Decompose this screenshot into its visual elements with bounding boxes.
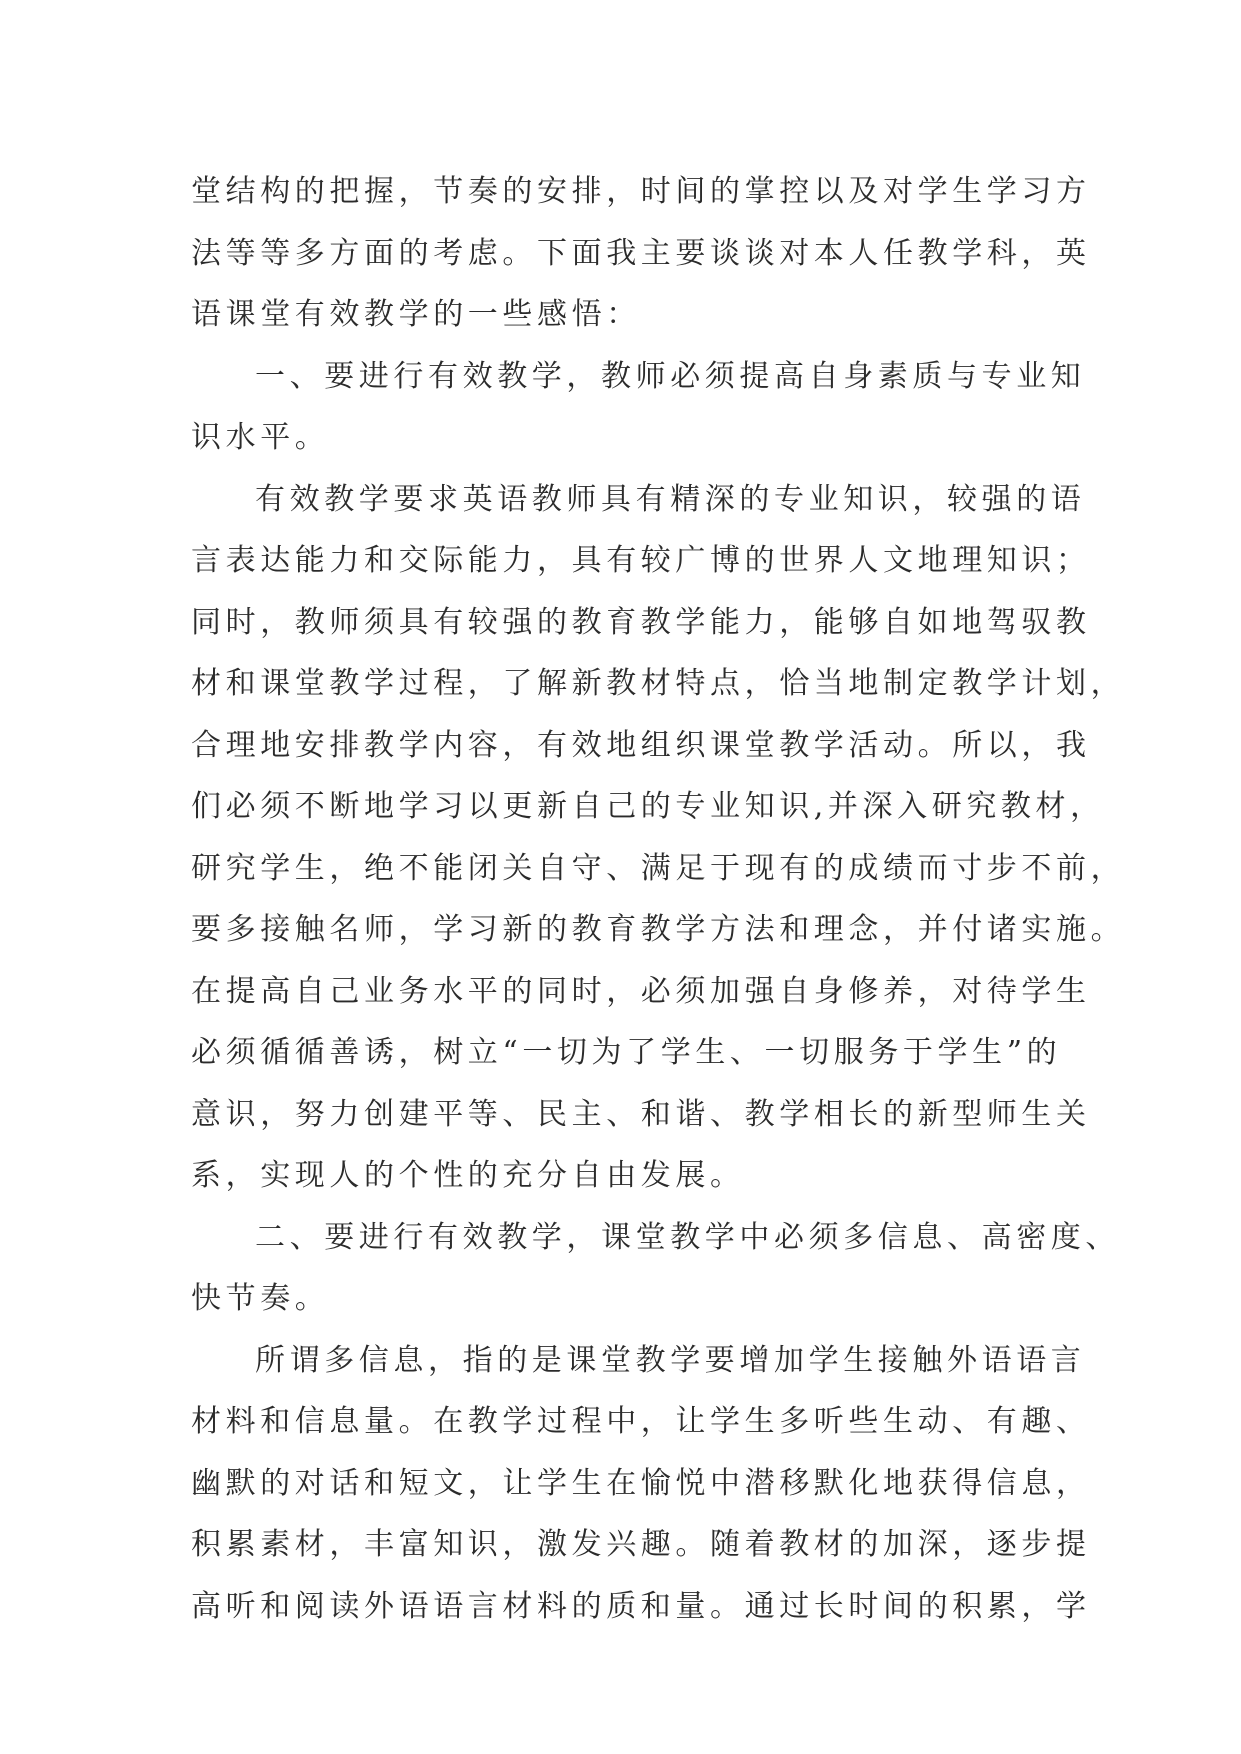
text-line-12: 研究学生，绝不能闭关自守、满足于现有的成绩而寸步不前， — [191, 850, 1126, 886]
text-line-8: 同时，教师须具有较强的教育教学能力，能够自如地驾驭教 — [191, 604, 1091, 640]
text-line-14: 在提高自己业务水平的同时，必须加强自身修养，对待学生 — [191, 973, 1091, 1009]
section-heading-1-line-2: 识水平。 — [191, 420, 330, 455]
text-line-15: 必须循循善诱，树立“一切为了学生、一切服务于学生”的 — [191, 1035, 1062, 1070]
text-line-17: 系，实现人的个性的充分自由发展。 — [191, 1158, 745, 1193]
text-line-16: 意识，努力创建平等、民主、和谐、教学相长的新型师生关 — [191, 1096, 1091, 1132]
text-line-22: 幽默的对话和短文，让学生在愉悦中潜移默化地获得信息， — [191, 1465, 1091, 1501]
text-line-1: 堂结构的把握，节奏的安排，时间的掌控以及对学生学习方 — [191, 174, 1091, 209]
text-line-7: 言表达能力和交际能力，具有较广博的世界人文地理知识； — [191, 543, 1091, 578]
document-body — [191, 161, 1126, 1637]
text-line-3: 语课堂有效教学的一些感悟： — [191, 297, 641, 332]
text-line-6: 有效教学要求英语教师具有精深的专业知识，较强的语 — [255, 481, 1086, 517]
text-line-2: 法等等多方面的考虑。下面我主要谈谈对本人任教学科，英 — [191, 235, 1091, 271]
text-line-10: 合理地安排教学内容，有效地组织课堂教学活动。所以，我 — [191, 727, 1091, 763]
text-line-23: 积累素材，丰富知识，激发兴趣。随着教材的加深，逐步提 — [191, 1527, 1091, 1562]
section-heading-2-line-1: 二、要进行有效教学，课堂教学中必须多信息、高密度、 — [255, 1219, 1120, 1255]
text-line-20: 所谓多信息，指的是课堂教学要增加学生接触外语语言 — [255, 1342, 1086, 1378]
text-line-24: 高听和阅读外语语言材料的质和量。通过长时间的积累，学 — [191, 1588, 1091, 1624]
text-line-13: 要多接触名师，学习新的教育教学方法和理念，并付诸实施。 — [191, 912, 1126, 947]
text-line-21: 材料和信息量。在教学过程中，让学生多听些生动、有趣、 — [191, 1404, 1091, 1439]
section-heading-2-line-2: 快节奏。 — [191, 1281, 330, 1316]
section-heading-1-line-1: 一、要进行有效教学，教师必须提高自身素质与专业知 — [255, 358, 1086, 394]
text-line-9: 材和课堂教学过程，了解新教材特点，恰当地制定教学计划， — [191, 666, 1126, 701]
text-line-11: 们必须不断地学习以更新自己的专业知识,并深入研究教材， — [191, 789, 1105, 824]
